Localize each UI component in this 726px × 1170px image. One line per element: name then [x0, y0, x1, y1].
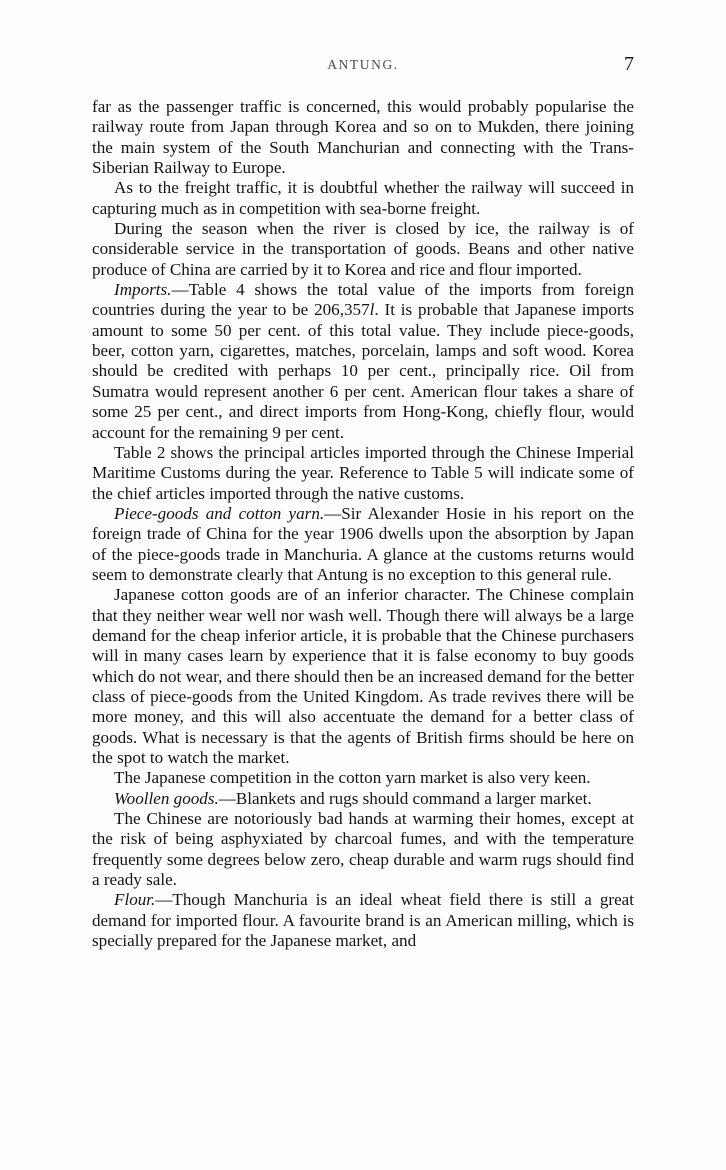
paragraph-text: —Table 4 shows the total value of the imports from foreign countries during the year to be 206,357l. It is probable that Japanese imports amount to some 50 per cent. of this total value. They include piece-goods, beer, cotton yarn, cigarettes, matches, porcelain, lamps and soft wood. Korea should be credited with perhaps 10 per cent., principally rice. Oil from Sumatra would represent another 6 per cent. American flour takes a share of some 25 per cent., and direct imports from Hong-Kong, chiefly flour, would account for the remaining 9 per cent.: [92, 280, 634, 442]
paragraph-passenger-traffic: [92, 97, 634, 178]
paragraph-table-2-articles: [92, 443, 634, 504]
run-in-heading: Flour.: [114, 890, 156, 910]
paragraph-warming-homes: [92, 809, 634, 890]
paragraph-imports: [92, 280, 634, 443]
paragraph-piece-goods-cotton-yarn: [92, 504, 634, 585]
paragraph-text: —Sir Alexander Hosie in his report on the foreign trade of China for the year 1906 dwells upon the absorption by Japan of the piece-goods trade in Manchuria. A glance at the customs returns would seem to demonstrate clearly that Antung is no exception to this general rule.: [92, 503, 634, 584]
paragraph-flour: [92, 890, 634, 951]
paragraph-text: —Blankets and rugs should command a larger market.: [218, 788, 592, 808]
running-head: [92, 53, 634, 77]
paragraph-text: The Chinese are notoriously bad hands at warming their homes, except at the risk of being asphyxiated by charcoal fumes, and with the temperature frequently some degrees below zero, cheap durable and warm rugs should find a ready sale.: [92, 809, 634, 890]
paragraph-woollen-goods: [92, 789, 634, 809]
run-in-heading: Piece-goods and cotton yarn.: [114, 503, 325, 523]
paragraph-text: Table 2 shows the principal articles imported through the Chinese Imperial Maritime Customs during the year. Reference to Table 5 will indicate some of the chief articles imported through the native customs.: [92, 442, 634, 503]
paragraph-text: Japanese cotton goods are of an inferior character. The Chinese complain that they neither wear well nor wash well. Though there will always be a large demand for the cheap inferior article, it is probable that the Chinese purchasers will in many cases learn by experience that it is false economy to buy goods which do not wear, and there should then be an increased demand for the better class of piece-goods from the United Kingdom. As trade revives there will be more money, and this will also accentuate the demand for a better class of goods. What is necessary is that the agents of British firms should be here on the spot to watch the market.: [92, 585, 634, 767]
paragraph-text: The Japanese competition in the cotton yarn market is also very keen.: [114, 768, 591, 788]
run-in-heading: Woollen goods.: [114, 788, 219, 808]
paragraph-text: —Though Manchuria is an ideal wheat field there is still a great demand for imported flour. A favourite brand is an American milling, which is specially prepared for the Japanese market, and: [92, 890, 634, 951]
body-text: [92, 97, 634, 951]
paragraph-cotton-yarn-competition: [92, 768, 634, 788]
paragraph-text: As to the freight traffic, it is doubtful whether the railway will succeed in capturing much as in competition with sea-borne freight.: [92, 178, 634, 218]
currency-symbol-pounds: l: [369, 300, 375, 320]
run-in-heading: Imports.: [114, 280, 172, 300]
paragraph-river-ice-season: [92, 219, 634, 280]
paragraph-freight-traffic: [92, 178, 634, 219]
paragraph-text: During the season when the river is closed by ice, the railway is of considerable service in the transportation of goods. Beans and other native produce of China are carried by it to Korea and rice and flour imported.: [92, 219, 634, 279]
page-number: 7: [624, 53, 634, 75]
running-head-title: ANTUNG.: [327, 57, 399, 72]
paragraph-text: far as the passenger traffic is concerned, this would probably popularise the railway route from Japan through Korea and so on to Mukden, there joining the main system of the South Manchurian and connecting with the Trans-Siberian Railway to Europe.: [92, 97, 634, 178]
paragraph-japanese-cotton-goods: [92, 585, 634, 768]
